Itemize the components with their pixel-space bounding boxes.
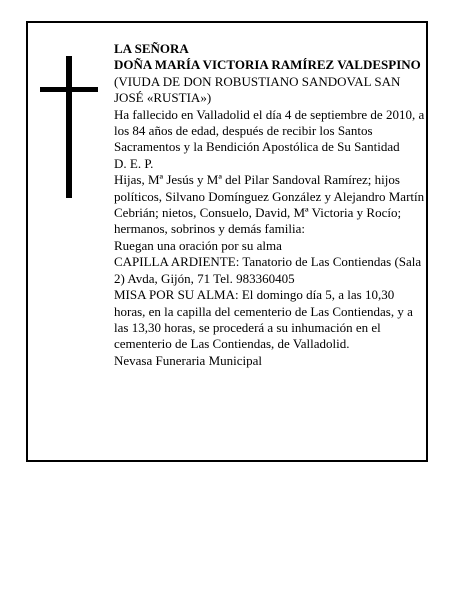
widow-of: (VIUDA DE DON ROBUSTIANO SANDOVAL SAN JOSÉ «RUSTIA»): [114, 73, 401, 106]
honorific-title: LA SEÑORA: [114, 41, 189, 56]
mass-info: MISA POR SU ALMA: El domingo día 5, a las 10,30 horas, en la capilla del cementerio de Las Contiendas, y a las 13,30 horas, se procederá a su inhumación en el cementerio de Las Contiendas, de Valladolid.: [114, 287, 413, 352]
chapel-info: CAPILLA ARDIENTE: Tanatorio de Las Contiendas (Sala 2) Avda, Gijón, 71 Tel. 983360405: [114, 254, 422, 286]
notice-text: [114, 41, 426, 369]
death-announcement: Ha fallecido en Valladolid el día 4 de septiembre de 2010, a los 84 años de edad, después de recibir los Santos Sacramentos y la Bendición Apostólica de Su Santidad: [114, 106, 425, 155]
deceased-name: DOÑA MARÍA VICTORIA RAMÍREZ VALDESPINO: [114, 57, 421, 73]
obituary-notice: [26, 21, 428, 462]
family-list: Hijas, Mª Jesús y Mª del Pilar Sandoval Ramírez; hijos políticos, Silvano Domínguez González y Alejandro Martín Cebrián; nietos, Consuelo, David, Mª Victoria y Rocío; hermanos, sobrinos y demás familia:: [114, 172, 425, 237]
prayer-request: Ruegan una oración por su alma: [114, 237, 282, 253]
cross-vertical-bar: [66, 56, 72, 198]
funeral-home: Nevasa Funeraria Municipal: [114, 352, 263, 368]
rest-in-peace: D. E. P.: [114, 155, 154, 171]
cross-icon: [40, 56, 98, 198]
cross-horizontal-bar: [40, 87, 98, 92]
